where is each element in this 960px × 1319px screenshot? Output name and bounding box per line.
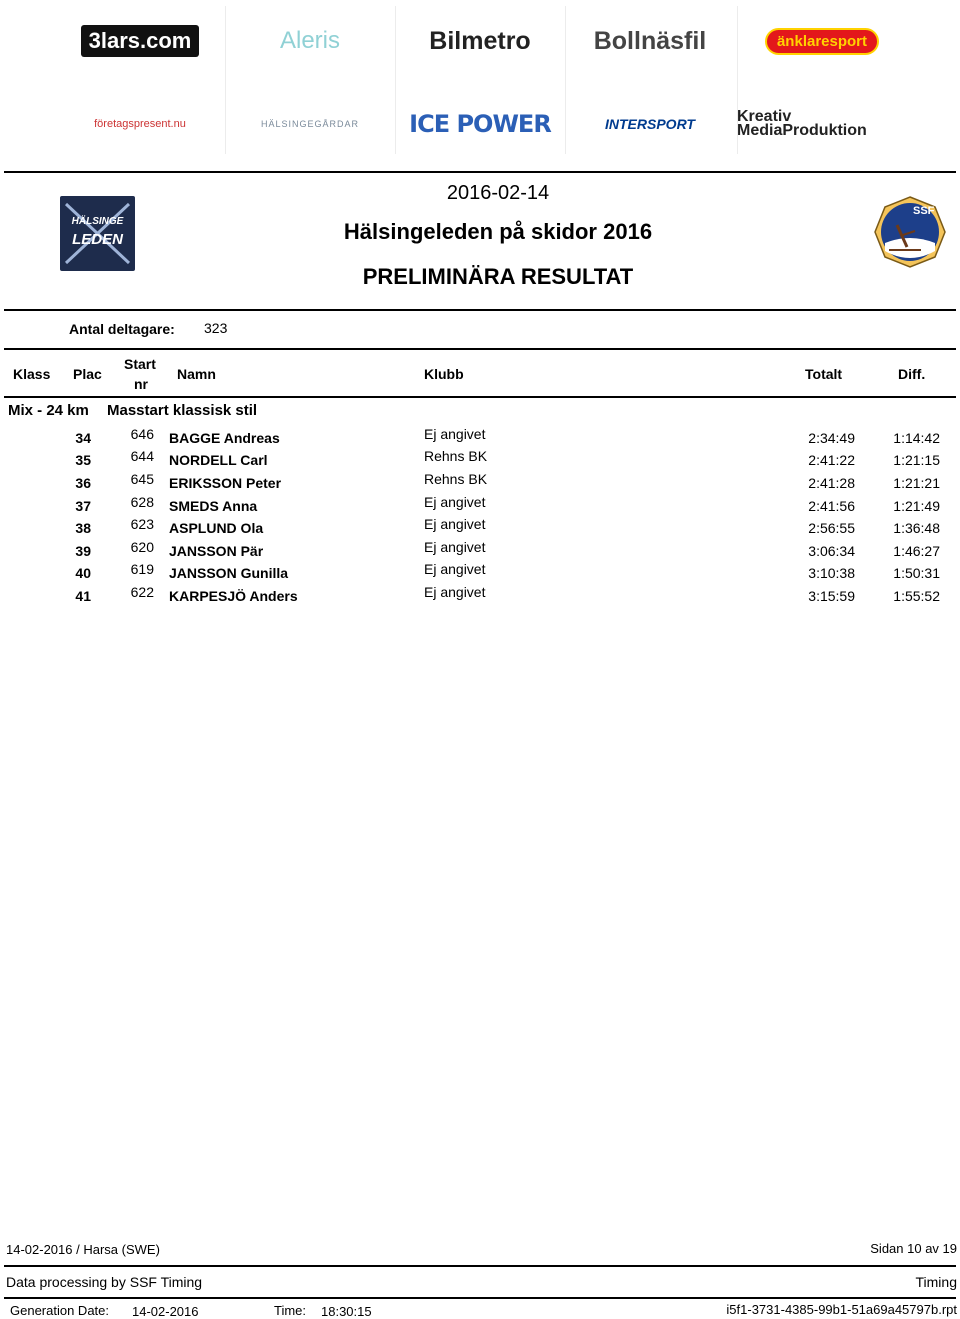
result-row <box>0 447 960 469</box>
footer-rule-bottom <box>4 1297 956 1299</box>
result-row <box>0 583 960 605</box>
row-namn: JANSSON Pär <box>169 543 264 559</box>
footer-gen-date: 14-02-2016 <box>132 1304 199 1319</box>
row-start-nr: 620 <box>130 539 154 555</box>
column-rule-top <box>4 348 956 350</box>
row-namn: JANSSON Gunilla <box>169 565 289 581</box>
row-plac: 34 <box>75 430 91 446</box>
row-namn: ASPLUND Ola <box>169 520 264 536</box>
result-row <box>0 538 960 560</box>
row-klubb: Ej angivet <box>424 426 486 442</box>
result-row <box>0 493 960 515</box>
sponsor-logo-kreativ: Kreativ MediaProduktion <box>737 108 867 139</box>
column-header-start: Start <box>124 356 156 372</box>
participants-label: Antal deltagare: <box>69 321 175 337</box>
row-plac: 39 <box>75 543 91 559</box>
row-totalt: 2:41:28 <box>808 475 855 491</box>
sponsor-logo-foretagspresent: företagspresent.nu <box>94 118 186 130</box>
row-diff: 1:46:27 <box>893 543 940 559</box>
row-klubb: Ej angivet <box>424 494 486 510</box>
column-header-klubb: Klubb <box>424 366 464 382</box>
sponsor-logo-halsingegardar: HÄLSINGEGÅRDAR <box>260 119 360 129</box>
column-rule-bottom <box>4 396 956 398</box>
row-totalt: 2:34:49 <box>808 430 855 446</box>
row-diff: 1:50:31 <box>893 565 940 581</box>
row-totalt: 2:41:22 <box>808 452 855 468</box>
row-start-nr: 645 <box>130 471 154 487</box>
row-namn: ERIKSSON Peter <box>169 475 282 491</box>
sponsor-logo-icepower: ICE POWER <box>409 110 551 138</box>
row-diff: 1:21:49 <box>893 498 940 514</box>
result-row <box>0 560 960 582</box>
sponsor-logo-aleris: Aleris <box>279 27 340 54</box>
row-start-nr: 646 <box>130 426 154 442</box>
row-totalt: 2:41:56 <box>808 498 855 514</box>
row-namn: BAGGE Andreas <box>169 430 280 446</box>
row-start-nr: 644 <box>130 448 154 464</box>
header-rule-bottom <box>4 309 956 311</box>
row-namn: KARPESJÖ Anders <box>169 588 298 604</box>
footer-processing: Data processing by SSF Timing <box>6 1274 203 1290</box>
row-diff: 1:21:15 <box>893 452 940 468</box>
event-title: Hälsingeleden på skidor 2016 <box>343 219 653 244</box>
sponsor-logo-3lars: 3lars.com <box>55 2 225 80</box>
row-klubb: Ej angivet <box>424 539 486 555</box>
row-namn: NORDELL Carl <box>169 452 268 468</box>
column-header-klass: Klass <box>13 366 51 382</box>
row-diff: 1:14:42 <box>893 430 940 446</box>
row-totalt: 3:06:34 <box>808 543 855 559</box>
footer-rule-top <box>4 1265 956 1267</box>
halsingeleden-logo-bottom: LEDEN <box>72 231 123 248</box>
sponsor-logo-intersport: INTERSPORT <box>605 116 695 132</box>
ssf-logo-text: SSF <box>913 205 935 217</box>
row-klubb: Ej angivet <box>424 584 486 600</box>
footer-gen-label: Generation Date: <box>10 1303 110 1318</box>
row-klubb: Ej angivet <box>424 561 486 577</box>
sponsor-logo-bilmetro: Bilmetro <box>429 26 531 55</box>
row-totalt: 3:15:59 <box>808 588 855 604</box>
row-start-nr: 623 <box>130 516 154 532</box>
sponsor-logo-anklaresport: änklaresport <box>737 2 907 80</box>
row-klubb: Rehns BK <box>424 448 488 464</box>
footer-place-date: 14-02-2016 / Harsa (SWE) <box>6 1242 160 1257</box>
result-date: 2016-02-14 <box>446 182 550 204</box>
column-header-namn: Namn <box>177 366 216 382</box>
result-status: PRELIMINÄRA RESULTAT <box>362 264 634 289</box>
column-header-plac: Plac <box>73 366 102 382</box>
footer-timing: Timing <box>915 1274 957 1290</box>
row-diff: 1:21:21 <box>893 475 940 491</box>
row-plac: 41 <box>75 588 91 604</box>
row-klubb: Rehns BK <box>424 471 488 487</box>
column-header-totalt: Totalt <box>805 366 843 382</box>
row-diff: 1:36:48 <box>893 520 940 536</box>
result-row <box>0 515 960 537</box>
footer-page-number: Sidan 10 av 19 <box>870 1241 957 1256</box>
footer-time-value: 18:30:15 <box>321 1304 372 1319</box>
row-plac: 38 <box>75 520 91 536</box>
participants-count: 323 <box>204 320 228 336</box>
column-header-diff: Diff. <box>898 366 926 382</box>
row-klubb: Ej angivet <box>424 516 486 532</box>
row-start-nr: 619 <box>130 561 154 577</box>
row-diff: 1:55:52 <box>893 588 940 604</box>
class-name: Mix - 24 km <box>8 402 89 419</box>
row-totalt: 2:56:55 <box>808 520 855 536</box>
column-header-start-nr: nr <box>134 376 148 392</box>
row-plac: 36 <box>75 475 91 491</box>
start-type: Masstart klassisk stil <box>107 402 258 419</box>
footer-time-label: Time: <box>274 1303 307 1318</box>
row-plac: 35 <box>75 452 91 468</box>
halsingeleden-logo-top: HÄLSINGE <box>71 216 124 227</box>
footer-file-name: i5f1-3731-4385-99b1-51a69a45797b.rpt <box>726 1302 957 1317</box>
sponsor-logo-bollnasfil: Bollnäsfil <box>593 26 707 55</box>
result-row <box>0 425 960 447</box>
result-row <box>0 470 960 492</box>
row-start-nr: 628 <box>130 494 154 510</box>
row-totalt: 3:10:38 <box>808 565 855 581</box>
row-namn: SMEDS Anna <box>169 498 258 514</box>
row-plac: 37 <box>75 498 91 514</box>
header-rule-top <box>4 171 956 173</box>
row-plac: 40 <box>75 565 91 581</box>
row-start-nr: 622 <box>130 584 154 600</box>
